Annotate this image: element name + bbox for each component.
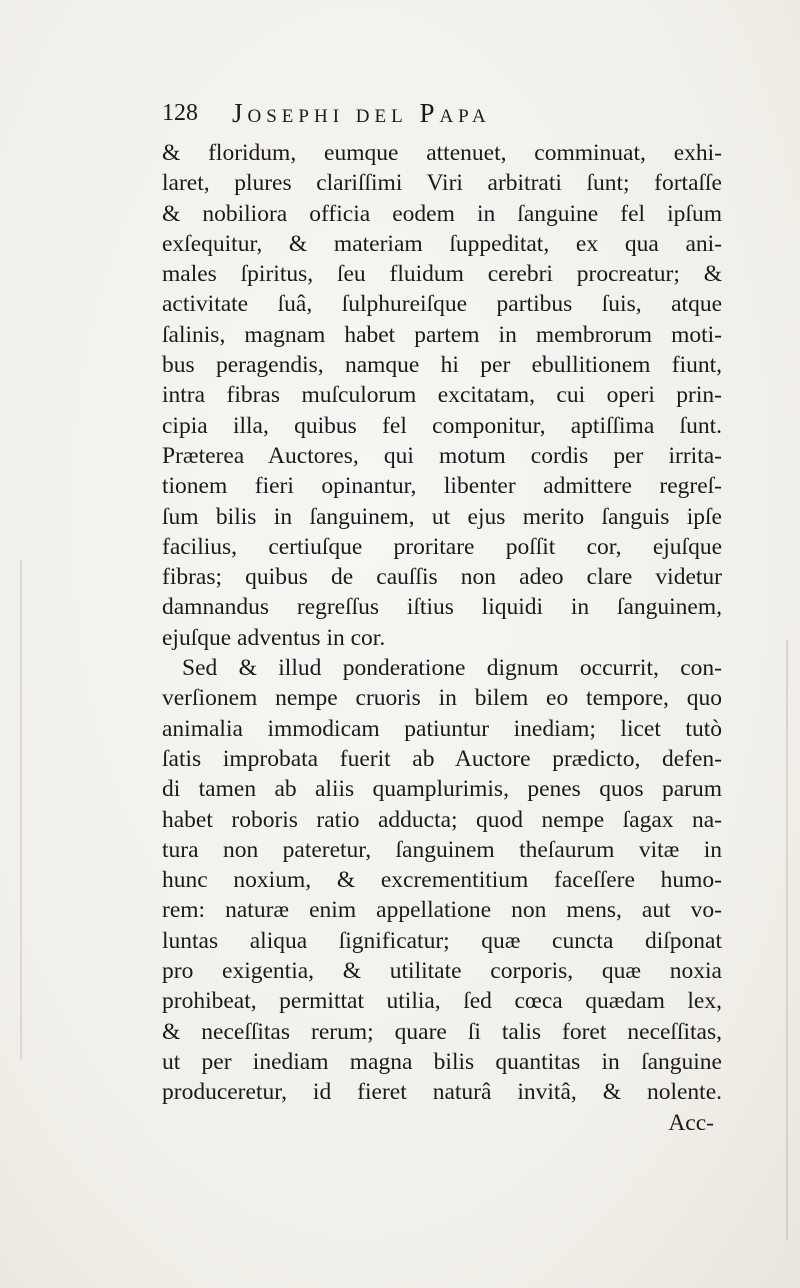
text-line: cipia illa, quibus fel componitur, aptiſſima ſunt. [162,412,722,439]
text-line: ſatis improbata fuerit ab Auctore prædicto, defen- [162,745,722,772]
text-line: damnandus regreſſus iſtius liquidi in ſanguinem, [162,594,722,621]
text-line: ſalinis, magnam habet partem in membrorum moti- [162,321,722,348]
text-line: ſum bilis in ſanguinem, ut ejus merito ſanguis ipſe [162,503,722,530]
text-line: rem: naturæ enim appellatione non mens, aut vo- [162,897,722,924]
text-line: luntas aliqua ſignificatur; quæ cuncta diſponat [162,927,722,954]
text-line: fibras; quibus de cauſſis non adeo clare videtur [162,564,722,591]
catchword: Acc- [668,1109,714,1136]
text-line: males ſpiritus, ſeu fluidum cerebri procreatur; & [162,261,722,288]
text-line: animalia immodicam patiuntur inediam; licet tutò [162,715,722,742]
text-line: tionem fieri opinantur, libenter admittere regreſ- [162,473,722,500]
margin-mark [20,560,22,1060]
text-line: prohibeat, permittat utilia, ſed cœca quædam lex, [162,988,722,1015]
text-line: exſequitur, & materiam ſuppeditat, ex qua ani- [162,230,722,257]
text-line: activitate ſuâ, ſulphureiſque partibus ſuis, atque [162,291,722,318]
text-line: Præterea Auctores, qui motum cordis per irrita- [162,442,722,469]
page-header [162,98,722,132]
page-number: 128 [162,100,198,126]
text-line: ut per inediam magna bilis quantitas in ſanguine [162,1048,722,1075]
text-line: Sed & illud ponderatione dignum occurrit, con- [182,655,722,682]
running-title: Josephi del Papa [232,98,491,128]
text-line: di tamen ab aliis quamplurimis, penes quos parum [162,776,722,803]
text-line: facilius, certiuſque proritare poſſit cor, ejuſque [162,533,722,560]
text-line: pro exigentia, & utilitate corporis, quæ noxia [162,958,722,985]
text-line: hunc noxium, & excrementitium faceſſere humo- [162,867,722,894]
margin-mark [786,640,788,1240]
text-line: laret, plures clariſſimi Viri arbitrati ſunt; fortaſſe [162,170,722,197]
text-line: habet roboris ratio adducta; quod nempe ſagax na- [162,806,722,833]
text-line: tura non pateretur, ſanguinem theſaurum vitæ in [162,836,722,863]
body-text [162,138,722,1138]
text-line: verſionem nempe cruoris in bilem eo tempore, quo [162,685,722,712]
text-line: & floridum, eumque attenuet, comminuat, exhi- [162,140,722,166]
text-line: produceretur, id fieret naturâ invitâ, & nolente. [162,1079,722,1106]
text-line: bus peragendis, namque hi per ebullitionem fiunt, [162,352,722,379]
text-line: & neceſſitas rerum; quare ſi talis foret neceſſitas, [162,1018,722,1045]
text-line: intra fibras muſculorum excitatam, cui operi prin- [162,382,722,409]
text-line: ejuſque adventus in cor. [162,624,386,651]
text-line: & nobiliora officia eodem in ſanguine fel ipſum [162,200,722,227]
